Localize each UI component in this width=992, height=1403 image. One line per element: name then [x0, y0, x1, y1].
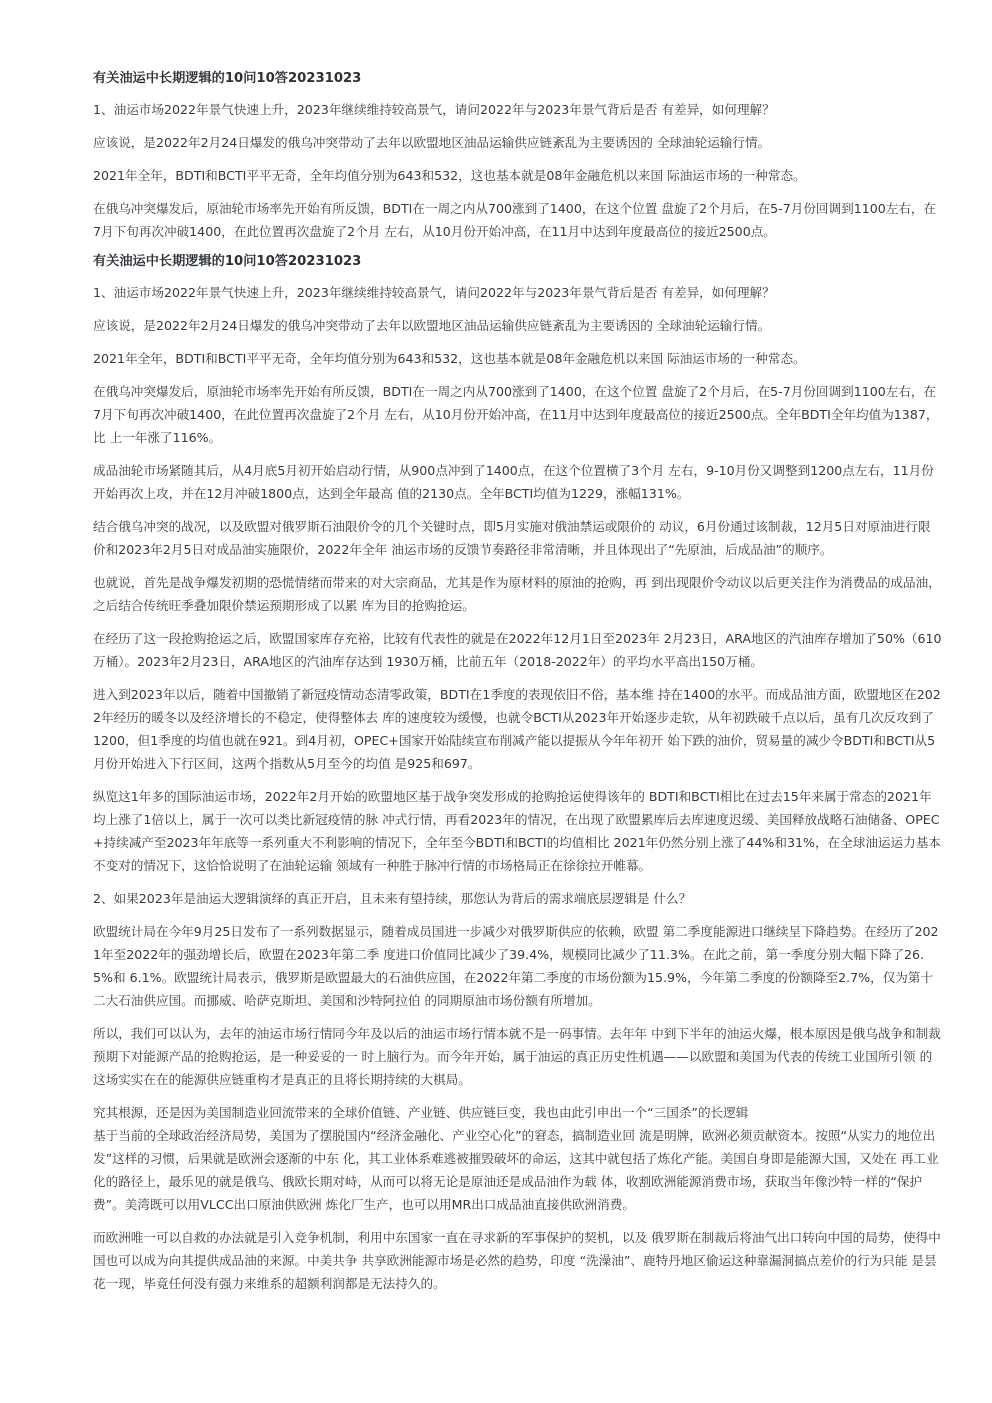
paragraph: 2021年全年，BDTI和BCTI平平无奇，全年均值分别为643和532，这也基本就是08年金融危机以来国 际油运市场的一种常态。 — [93, 168, 806, 183]
paragraph: 进入到2023年以后，随着中国撤销了新冠疫情动态清零政策，BDTI在1季度的表现依旧不俗，基本维 持在1400的水平。而成品油方面，欧盟地区在2022年经历的暖冬以及经济增长的不稳定，使得整体去 库的速度较为缓慢，也就令BCTI从2023年开始逐步走软，从年初跌破千点以后，虽有几次反攻到了 1200，但1季度的均值也就在921。到4月初，OPEC+国家开始陆续宣布削减产能以提振从今年年初开 始下跌的油价，贸易量的减少令BDTI和BCTI从5月份开始进入下行区间，这两个指数从5月至今的均值 是925和697。 — [93, 687, 941, 771]
paragraph: 1、油运市场2022年景气快速上升，2023年继续维持较高景气，请问2022年与2023年景气背后是否 有差异，如何理解？ — [93, 285, 775, 300]
paragraph: 应该说，是2022年2月24日爆发的俄乌冲突带动了去年以欧盟地区油品运输供应链紊乱为主要诱因的 全球油轮运输行情。 — [93, 135, 771, 150]
paragraph: 基于当前的全球政治经济局势，美国为了摆脱国内“经济金融化、产业空心化”的窘态，搞制造业回 流是明牌，欧洲必须贡献资本。按照“从实力的地位出发”这样的习惯，后果就是欧洲会逐渐的中东 化，其工业体系难逃被摧毁破坏的命运，这其中就包括了炼化产能。美国自身即是能源大国，又处在 再工业化的路径上，最乐见的就是俄乌、俄欧长期对峙，从而可以将无论是原油还是成品油作为载 体，收割欧洲能源消费市场，获取当年像沙特一样的“保护费”。美湾既可以用VLCC出口原油供欧洲 炼化厂生产，也可以用MR出口成品油直接供欧洲消费。 — [93, 1128, 939, 1212]
paragraph: 欧盟统计局在今年9月25日发布了一系列数据显示，随着成员国进一步减少对俄罗斯供应的依赖，欧盟 第二季度能源进口继续呈下降趋势。在经历了2021年至2022年的强劲增长后，欧盟在2023年第二季 度进口价值同比减少了39.4%，规模同比减少了11.3%。在此之前，第一季度分别大幅下降了26.5%和 6.1%。欧盟统计局表示，俄罗斯是欧盟最大的石油供应国，在2022年第二季度的市场份额为15.9%，今年第二季度的份额降至2.7%，仅为第十二大石油供应国。而挪威、哈萨克斯坦、美国和沙特阿拉伯 的同期原油市场份额有所增加。 — [93, 924, 939, 1008]
document-page — [93, 70, 943, 1305]
paragraph: 2、如果2023年是油运大逻辑演绎的真正开启，且未来有望持续，那您认为背后的需求端底层逻辑是 什么？ — [93, 891, 692, 906]
paragraph: 也就说，首先是战争爆发初期的恐慌情绪而带来的对大宗商品，尤其是作为原材料的原油的抢购，再 到出现限价令动议以后更关注作为消费品的成品油，之后结合传统旺季叠加限价禁运预期形成了以累 库为目的抢购抢运。 — [93, 575, 941, 613]
paragraph: 应该说，是2022年2月24日爆发的俄乌冲突带动了去年以欧盟地区油品运输供应链紊乱为主要诱因的 全球油轮运输行情。 — [93, 318, 771, 333]
document-title-repeat: 有关油运中长期逻辑的10问10答20231023 — [93, 254, 362, 269]
paragraph: 究其根源，还是因为美国制造业回流带来的全球价值链、产业链、供应链巨变，我也由此引申出一个“三国杀”的长逻辑 — [93, 1105, 749, 1120]
paragraph: 在俄乌冲突爆发后，原油轮市场率先开始有所反馈，BDTI在一周之内从700涨到了1400，在这个位置 盘旋了2个月后，在5-7月份回调到1100左右，在7月下旬再次冲破1400，在此位置再次盘旋了2个月 左右，从10月份开始冲高，在11月中达到年度最高位的接近2500点。全年BDTI全年均值为1387，比 上一年涨了116%。 — [93, 384, 939, 445]
paragraph: 纵览这1年多的国际油运市场，2022年2月开始的欧盟地区基于战争突发形成的抢购抢运使得该年的 BDTI和BCTI相比在过去15年来属于常态的2021年均上涨了1倍以上，属于一次可以类比新冠疫情的脉 冲式行情，再看2023年的情况，在出现了欧盟累库后去库速度迟缓、美国释放战略石油储备、OPEC+持续减产至2023年年底等一系列重大不利影响的情况下，全年至今BDTI和BCTI的均值相比 2021年仍然分别上涨了44%和31%，在全球油运运力基本不变对的情况下，这恰恰说明了在油轮运输 领域有一种胜于脉冲行情的市场格局正在徐徐拉开帷幕。 — [93, 789, 941, 873]
paragraph: 所以，我们可以认为，去年的油运市场行情同今年及以后的油运市场行情本就不是一码事情。去年年 中到下半年的油运火爆，根本原因是俄乌战争和制裁预期下对能源产品的抢购抢运，是一种妥妥的一 时上脑行为。而今年开始，属于油运的真正历史性机遇——以欧盟和美国为代表的传统工业国所引领 的这场实实在在的能源供应链重构才是真正的且将长期持续的大棋局。 — [93, 1026, 941, 1087]
document-title: 有关油运中长期逻辑的10问10答20231023 — [93, 71, 362, 86]
paragraph: 1、油运市场2022年景气快速上升，2023年继续维持较高景气，请问2022年与2023年景气背后是否 有差异，如何理解？ — [93, 102, 775, 117]
paragraph: 2021年全年，BDTI和BCTI平平无奇，全年均值分别为643和532，这也基本就是08年金融危机以来国 际油运市场的一种常态。 — [93, 351, 806, 366]
paragraph: 在经历了这一段抢购抢运之后，欧盟国家库存充裕，比较有代表性的就是在2022年12月1日至2023年 2月23日，ARA地区的汽油库存增加了50%（610万桶）。2023年2月23日，ARA地区的汽油库存达到 1930万桶，比前五年（2018-2022年）的平均水平高出150万桶。 — [93, 631, 942, 669]
paragraph: 成品油轮市场紧随其后，从4月底5月初开始启动行情，从900点冲到了1400点，在这个位置横了3个月 左右，9-10月份又调整到1200点左右，11月份开始再次上攻，并在12月冲破1800点，达到全年最高 值的2130点。全年BCTI均值为1229，涨幅131%。 — [93, 463, 934, 501]
paragraph: 在俄乌冲突爆发后，原油轮市场率先开始有所反馈，BDTI在一周之内从700涨到了1400，在这个位置 盘旋了2个月后，在5-7月份回调到1100左右，在7月下旬再次冲破1400，在此位置再次盘旋了2个月 左右，从10月份开始冲高，在11月中达到年度最高位的接近2500点。 — [93, 201, 937, 239]
paragraph: 结合俄乌冲突的战况，以及欧盟对俄罗斯石油限价令的几个关键时点，即5月实施对俄油禁运或限价的 动议，6月份通过该制裁，12月5日对原油进行限价和2023年2月5日对成品油实施限价，2022年全年 油运市场的反馈节奏路径非常清晰，并且体现出了“先原油，后成品油”的顺序。 — [93, 519, 931, 557]
paragraph: 而欧洲唯一可以自救的办法就是引入竞争机制，利用中东国家一直在寻求新的军事保护的契机，以及 俄罗斯在制裁后将油气出口转向中国的局势，使得中国也可以成为向其提供成品油的来源。中美共争 共享欧洲能源市场是必然的趋势，印度 “洗澡油”、鹿特丹地区偷运这种靠漏洞搞点差价的行为只能 是昙花一现，毕竟任何没有强力来维系的超额利润都是无法持久的。 — [93, 1230, 941, 1291]
